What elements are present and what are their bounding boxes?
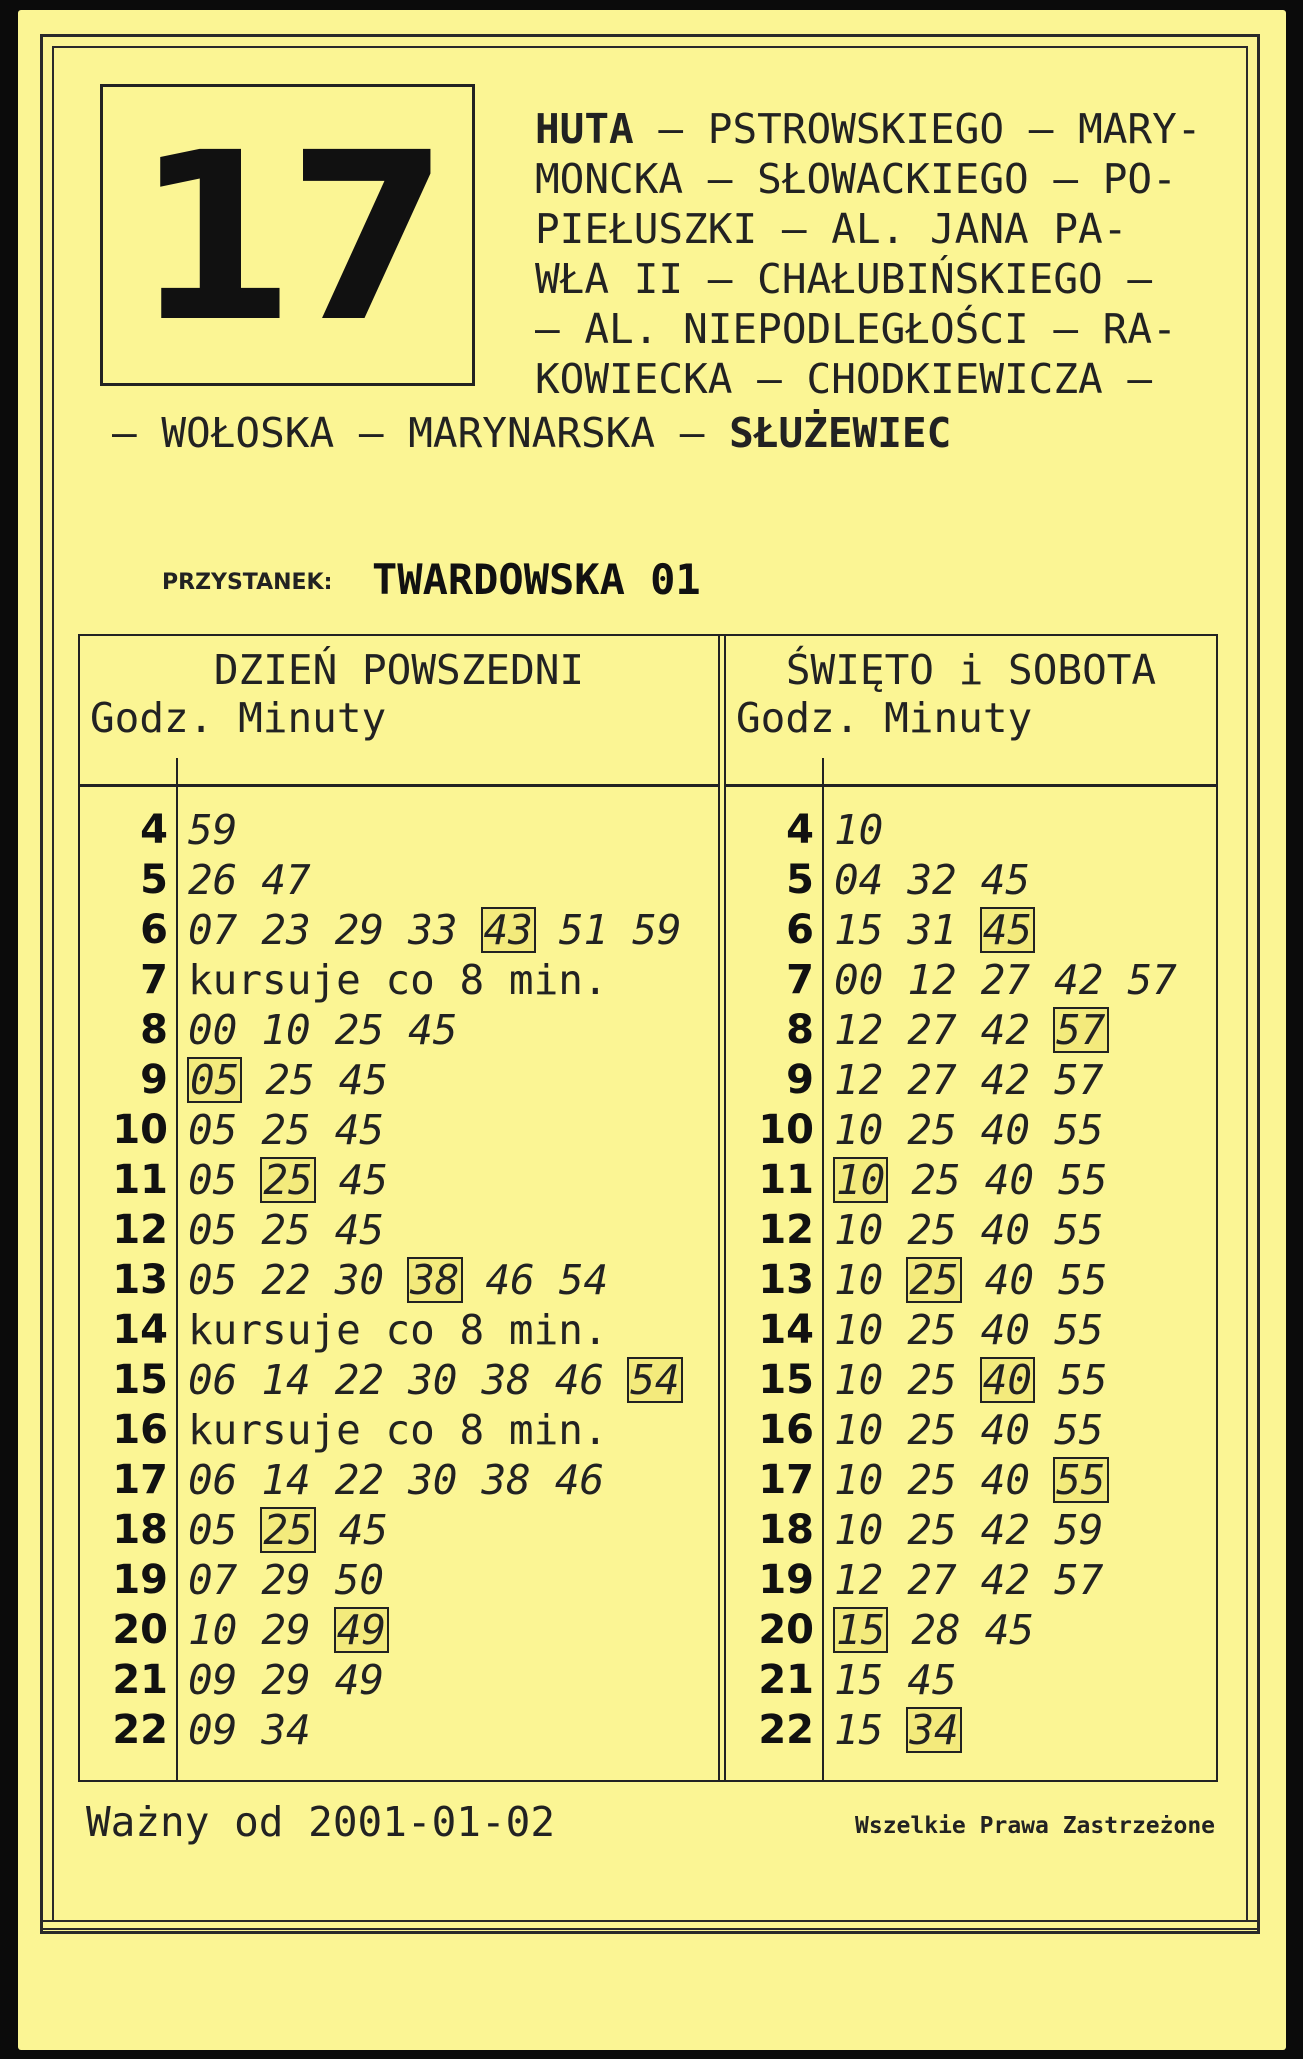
schedule-row bbox=[80, 1704, 718, 1754]
hour-label: 6 bbox=[140, 907, 168, 953]
minutes-list bbox=[188, 1608, 412, 1652]
departure-minute: 42 bbox=[980, 1006, 1031, 1054]
departure-minute: 10 bbox=[834, 1306, 884, 1354]
schedule-row bbox=[80, 1354, 718, 1404]
minutes-list bbox=[188, 808, 261, 852]
departure-minute: 46 bbox=[485, 1256, 535, 1304]
departure-minute: 14 bbox=[261, 1356, 311, 1404]
schedule-row bbox=[726, 1404, 1216, 1454]
schedule-row bbox=[726, 954, 1216, 1004]
minutes-list bbox=[834, 1258, 1132, 1302]
minutes-list bbox=[834, 1608, 1058, 1652]
departure-minute: 57 bbox=[1054, 1056, 1104, 1104]
departure-minute: 45 bbox=[338, 1506, 389, 1554]
departure-minute: 10 bbox=[834, 1206, 884, 1254]
hour-label: 5 bbox=[140, 857, 168, 903]
schedule-row bbox=[80, 1504, 718, 1554]
departure-minute: 12 bbox=[834, 1556, 884, 1604]
minutes-list bbox=[188, 1458, 628, 1502]
departure-minute: 06 bbox=[188, 1356, 238, 1404]
schedule-row bbox=[726, 1704, 1216, 1754]
departure-minute: 25 bbox=[907, 1306, 957, 1354]
departure-minute: 09 bbox=[188, 1706, 238, 1754]
route-text: MONCKA – SŁOWACKIEGO – PO- bbox=[535, 155, 1177, 203]
holiday-title: ŚWIĘTO i SOBOTA bbox=[785, 646, 1157, 694]
departure-minute: 45 bbox=[338, 1156, 389, 1204]
departure-minute: 05 bbox=[188, 1506, 238, 1554]
hour-label: 20 bbox=[758, 1607, 814, 1653]
route-line bbox=[535, 304, 1177, 354]
departure-minute: 25 bbox=[907, 1456, 957, 1504]
minutes-list bbox=[188, 858, 335, 902]
schedule-row bbox=[80, 954, 718, 1004]
hour-label: 11 bbox=[112, 1157, 168, 1203]
departure-minute: 50 bbox=[334, 1556, 385, 1604]
departure-minute: 57 bbox=[1054, 1556, 1104, 1604]
schedule-row bbox=[726, 904, 1216, 954]
hour-label: 8 bbox=[786, 1007, 814, 1053]
minutes-list bbox=[834, 808, 907, 852]
departure-minute: 14 bbox=[261, 1456, 311, 1504]
weekday-schedule bbox=[78, 634, 720, 1782]
departure-minute: 55 bbox=[1058, 1156, 1108, 1204]
departure-minute: 09 bbox=[188, 1656, 238, 1704]
hour-label: 15 bbox=[758, 1357, 814, 1403]
hour-label: 17 bbox=[758, 1457, 814, 1503]
minutes-list bbox=[188, 1508, 412, 1552]
schedule-row bbox=[80, 1404, 718, 1454]
hour-label: 9 bbox=[786, 1057, 814, 1103]
departure-minute: 15 bbox=[834, 1706, 884, 1754]
departure-minute: 10 bbox=[834, 806, 884, 854]
hour-label: 14 bbox=[758, 1307, 814, 1353]
departure-minute: 40 bbox=[980, 1206, 1031, 1254]
minutes-list bbox=[834, 1208, 1128, 1252]
schedule-row bbox=[80, 854, 718, 904]
departure-minute: 45 bbox=[334, 1206, 385, 1254]
departure-minute: 12 bbox=[907, 956, 957, 1004]
departure-minute: 29 bbox=[261, 1606, 311, 1654]
minutes-list bbox=[188, 958, 632, 1002]
schedule-row bbox=[80, 1204, 718, 1254]
minutes-list bbox=[188, 1358, 706, 1402]
departure-minute: 47 bbox=[261, 856, 311, 904]
departure-minute-highlighted: 25 bbox=[263, 1156, 313, 1204]
departure-minute: 40 bbox=[980, 1456, 1031, 1504]
departure-minute: 25 bbox=[907, 1406, 957, 1454]
schedule-row bbox=[726, 1204, 1216, 1254]
minutes-list bbox=[834, 1508, 1128, 1552]
departure-minute: 42 bbox=[980, 1056, 1031, 1104]
departure-minute: 29 bbox=[334, 906, 385, 954]
departure-minute: 42 bbox=[980, 1556, 1031, 1604]
departure-minute: 38 bbox=[481, 1456, 531, 1504]
route-origin: HUTA bbox=[535, 105, 634, 153]
minutes-list bbox=[834, 1458, 1132, 1502]
departure-minute: 25 bbox=[907, 1206, 957, 1254]
hour-label: 16 bbox=[758, 1407, 814, 1453]
minutes-list bbox=[834, 958, 1201, 1002]
departure-minute: 04 bbox=[834, 856, 884, 904]
route-line bbox=[112, 408, 951, 458]
schedule-row bbox=[726, 1304, 1216, 1354]
minutes-list bbox=[188, 1408, 632, 1452]
schedule-row bbox=[80, 1454, 718, 1504]
holiday-schedule bbox=[724, 634, 1218, 1782]
hour-label: 17 bbox=[112, 1457, 168, 1503]
hour-label: 7 bbox=[140, 957, 168, 1003]
minutes-list bbox=[834, 1708, 985, 1752]
frequency-note: kursuje co 8 min. bbox=[188, 1406, 608, 1454]
departure-minute: 29 bbox=[261, 1656, 311, 1704]
departure-minute: 10 bbox=[834, 1506, 884, 1554]
schedule-row bbox=[80, 804, 718, 854]
schedule-row bbox=[80, 1654, 718, 1704]
route-line bbox=[535, 104, 1201, 154]
frequency-note: kursuje co 8 min. bbox=[188, 1306, 608, 1354]
departure-minute: 45 bbox=[408, 1006, 458, 1054]
hour-label: 21 bbox=[758, 1657, 814, 1703]
schedule-row bbox=[80, 1054, 718, 1104]
hour-label: 6 bbox=[786, 907, 814, 953]
schedule-row bbox=[726, 1604, 1216, 1654]
departure-minute-highlighted: 40 bbox=[982, 1356, 1033, 1404]
departure-minute-highlighted: 43 bbox=[483, 906, 533, 954]
departure-minute: 45 bbox=[980, 856, 1031, 904]
departure-minute-highlighted: 55 bbox=[1056, 1456, 1106, 1504]
route-text: PIEŁUSZKI – AL. JANA PA- bbox=[535, 205, 1128, 253]
schedule-row bbox=[80, 1154, 718, 1204]
departure-minute: 49 bbox=[334, 1656, 385, 1704]
minutes-list bbox=[188, 1558, 408, 1602]
hour-label: 15 bbox=[112, 1357, 168, 1403]
schedule-row bbox=[80, 1604, 718, 1654]
departure-minute: 10 bbox=[834, 1106, 884, 1154]
schedule-row bbox=[726, 1004, 1216, 1054]
hour-label: 12 bbox=[758, 1207, 814, 1253]
departure-minute: 25 bbox=[911, 1156, 961, 1204]
departure-minute: 25 bbox=[334, 1006, 385, 1054]
departure-minute: 12 bbox=[834, 1006, 884, 1054]
departure-minute: 22 bbox=[334, 1456, 385, 1504]
schedule-row bbox=[80, 1004, 718, 1054]
schedule-row bbox=[726, 1354, 1216, 1404]
stop-label: PRZYSTANEK: bbox=[162, 570, 333, 595]
departure-minute: 25 bbox=[261, 1206, 311, 1254]
route-line bbox=[535, 354, 1152, 404]
departure-minute: 55 bbox=[1058, 1256, 1108, 1304]
schedule-row bbox=[726, 854, 1216, 904]
hour-label: 18 bbox=[758, 1507, 814, 1553]
frequency-note: kursuje co 8 min. bbox=[188, 956, 608, 1004]
departure-minute: 15 bbox=[834, 1656, 884, 1704]
departure-minute: 32 bbox=[907, 856, 957, 904]
hour-label: 19 bbox=[112, 1557, 168, 1603]
departure-minute: 40 bbox=[980, 1406, 1031, 1454]
route-text: – PSTROWSKIEGO – MARY- bbox=[633, 105, 1202, 153]
schedule-row bbox=[726, 1104, 1216, 1154]
departure-minute: 25 bbox=[907, 1506, 957, 1554]
departure-minute: 45 bbox=[334, 1106, 385, 1154]
schedule-row bbox=[726, 1454, 1216, 1504]
departure-minute-highlighted: 05 bbox=[190, 1056, 240, 1104]
departure-minute: 10 bbox=[834, 1456, 884, 1504]
departure-minute: 30 bbox=[408, 1356, 458, 1404]
route-text: WŁA II – CHAŁUBIŃSKIEGO – bbox=[535, 255, 1153, 303]
departure-minute: 15 bbox=[834, 906, 884, 954]
column-headers: Godz. Minuty bbox=[736, 694, 1033, 742]
hour-label: 21 bbox=[112, 1657, 168, 1703]
minutes-list bbox=[834, 908, 1058, 952]
departure-minute: 25 bbox=[261, 1106, 311, 1154]
departure-minute-highlighted: 45 bbox=[982, 906, 1033, 954]
route-text: – AL. NIEPODLEGŁOŚCI – RA- bbox=[535, 305, 1177, 353]
minutes-list bbox=[188, 1658, 408, 1702]
hour-label: 11 bbox=[758, 1157, 814, 1203]
departure-minute: 40 bbox=[984, 1156, 1035, 1204]
departure-minute: 05 bbox=[188, 1256, 238, 1304]
weekday-title: DZIEŃ POWSZEDNI bbox=[213, 646, 585, 694]
departure-minute-highlighted: 57 bbox=[1056, 1006, 1106, 1054]
departure-minute: 30 bbox=[408, 1456, 458, 1504]
schedule-row bbox=[80, 1304, 718, 1354]
departure-minute: 55 bbox=[1054, 1306, 1104, 1354]
departure-minute: 29 bbox=[261, 1556, 311, 1604]
minutes-list bbox=[834, 858, 1054, 902]
hour-label: 22 bbox=[758, 1707, 814, 1753]
schedule-row bbox=[726, 1654, 1216, 1704]
route-line bbox=[535, 254, 1152, 304]
departure-minute: 33 bbox=[408, 906, 458, 954]
hour-label: 18 bbox=[112, 1507, 168, 1553]
departure-minute: 10 bbox=[261, 1006, 311, 1054]
departure-minute: 25 bbox=[907, 1106, 957, 1154]
hour-label: 13 bbox=[758, 1257, 814, 1303]
route-terminus: SŁUŻEWIEC bbox=[729, 409, 952, 457]
departure-minute: 40 bbox=[980, 1306, 1031, 1354]
departure-minute: 10 bbox=[834, 1256, 884, 1304]
departure-minute-highlighted: 54 bbox=[630, 1356, 680, 1404]
departure-minute: 00 bbox=[188, 1006, 238, 1054]
departure-minute: 55 bbox=[1054, 1406, 1104, 1454]
hour-label: 10 bbox=[112, 1107, 168, 1153]
departure-minute: 42 bbox=[980, 1506, 1031, 1554]
minutes-list bbox=[834, 1658, 981, 1702]
departure-minute-highlighted: 25 bbox=[263, 1506, 313, 1554]
departure-minute: 40 bbox=[984, 1256, 1035, 1304]
minutes-list bbox=[188, 1158, 412, 1202]
line-number-box bbox=[100, 84, 475, 386]
minutes-list bbox=[834, 1058, 1128, 1102]
departure-minute: 46 bbox=[554, 1456, 605, 1504]
schedule-row bbox=[726, 1554, 1216, 1604]
valid-from: Ważny od 2001-01-02 bbox=[86, 1798, 555, 1846]
departure-minute: 46 bbox=[554, 1356, 605, 1404]
divider bbox=[176, 758, 178, 784]
hour-label: 14 bbox=[112, 1307, 168, 1353]
departure-minute: 27 bbox=[980, 956, 1031, 1004]
departure-minute: 26 bbox=[188, 856, 238, 904]
departure-minute: 00 bbox=[834, 956, 884, 1004]
hour-label: 19 bbox=[758, 1557, 814, 1603]
divider bbox=[40, 1920, 1260, 1922]
departure-minute: 59 bbox=[632, 906, 682, 954]
departure-minute-highlighted: 10 bbox=[836, 1156, 886, 1204]
departure-minute: 55 bbox=[1058, 1356, 1108, 1404]
hour-label: 13 bbox=[112, 1257, 168, 1303]
hour-label: 7 bbox=[786, 957, 814, 1003]
departure-minute: 34 bbox=[261, 1706, 311, 1754]
departure-minute: 22 bbox=[261, 1256, 311, 1304]
holiday-header bbox=[726, 636, 1216, 787]
departure-minute-highlighted: 15 bbox=[836, 1606, 886, 1654]
route-line bbox=[535, 204, 1127, 254]
departure-minute: 05 bbox=[188, 1206, 238, 1254]
departure-minute: 45 bbox=[338, 1056, 389, 1104]
departure-minute: 27 bbox=[907, 1556, 957, 1604]
route-text: KOWIECKA – CHODKIEWICZA – bbox=[535, 355, 1153, 403]
hour-label: 4 bbox=[140, 807, 168, 853]
departure-minute: 22 bbox=[334, 1356, 385, 1404]
schedule-row bbox=[80, 904, 718, 954]
hour-label: 16 bbox=[112, 1407, 168, 1453]
minutes-list bbox=[834, 1158, 1132, 1202]
schedule-row bbox=[80, 1554, 718, 1604]
departure-minute: 12 bbox=[834, 1056, 884, 1104]
departure-minute: 42 bbox=[1054, 956, 1104, 1004]
departure-minute: 57 bbox=[1127, 956, 1177, 1004]
departure-minute: 30 bbox=[334, 1256, 385, 1304]
minutes-list bbox=[188, 1308, 632, 1352]
minutes-list bbox=[188, 1708, 335, 1752]
departure-minute: 05 bbox=[188, 1106, 238, 1154]
schedule-row bbox=[726, 1054, 1216, 1104]
departure-minute: 05 bbox=[188, 1156, 238, 1204]
departure-minute: 10 bbox=[834, 1356, 884, 1404]
minutes-list bbox=[834, 1408, 1128, 1452]
departure-minute-highlighted: 34 bbox=[909, 1706, 959, 1754]
divider bbox=[822, 758, 824, 784]
departure-minute: 59 bbox=[188, 806, 238, 854]
departure-minute: 07 bbox=[188, 1556, 238, 1604]
departure-minute: 27 bbox=[907, 1056, 957, 1104]
minutes-list bbox=[188, 1208, 408, 1252]
departure-minute: 40 bbox=[980, 1106, 1031, 1154]
schedule-row bbox=[80, 1104, 718, 1154]
departure-minute: 06 bbox=[188, 1456, 238, 1504]
line-number: 17 bbox=[134, 103, 441, 373]
divider bbox=[40, 1928, 1260, 1930]
minutes-list bbox=[834, 1108, 1128, 1152]
column-headers: Godz. Minuty bbox=[90, 694, 387, 742]
route-line bbox=[535, 154, 1177, 204]
copyright-notice: Wszelkie Prawa Zastrzeżone bbox=[855, 1813, 1216, 1839]
schedule-row bbox=[726, 1154, 1216, 1204]
departure-minute: 10 bbox=[834, 1406, 884, 1454]
departure-minute: 55 bbox=[1054, 1106, 1104, 1154]
schedule-row bbox=[726, 1254, 1216, 1304]
departure-minute: 55 bbox=[1054, 1206, 1104, 1254]
route-text: – WOŁOSKA – MARYNARSKA – bbox=[112, 409, 730, 457]
hour-label: 4 bbox=[786, 807, 814, 853]
minutes-list bbox=[188, 1108, 408, 1152]
minutes-list bbox=[834, 1558, 1128, 1602]
minutes-list bbox=[188, 1008, 482, 1052]
departure-minute: 51 bbox=[558, 906, 609, 954]
stop-name: TWARDOWSKA 01 bbox=[372, 555, 701, 604]
hour-label: 10 bbox=[758, 1107, 814, 1153]
departure-minute: 31 bbox=[907, 906, 957, 954]
schedule-row bbox=[726, 1504, 1216, 1554]
departure-minute-highlighted: 49 bbox=[336, 1606, 387, 1654]
minutes-list bbox=[834, 1308, 1128, 1352]
schedule-row bbox=[80, 1254, 718, 1304]
departure-minute: 25 bbox=[907, 1356, 957, 1404]
hour-label: 12 bbox=[112, 1207, 168, 1253]
schedule-row bbox=[726, 804, 1216, 854]
hour-label: 5 bbox=[786, 857, 814, 903]
minutes-list bbox=[188, 1258, 632, 1302]
minutes-list bbox=[834, 1008, 1132, 1052]
departure-minute: 54 bbox=[558, 1256, 609, 1304]
departure-minute: 25 bbox=[265, 1056, 315, 1104]
departure-minute-highlighted: 38 bbox=[410, 1256, 460, 1304]
departure-minute: 38 bbox=[481, 1356, 531, 1404]
hour-label: 8 bbox=[140, 1007, 168, 1053]
departure-minute: 27 bbox=[907, 1006, 957, 1054]
hour-label: 20 bbox=[112, 1607, 168, 1653]
departure-minute: 10 bbox=[188, 1606, 238, 1654]
minutes-list bbox=[188, 908, 706, 952]
departure-minute: 45 bbox=[984, 1606, 1035, 1654]
minutes-list bbox=[834, 1358, 1132, 1402]
departure-minute: 45 bbox=[907, 1656, 957, 1704]
hour-label: 9 bbox=[140, 1057, 168, 1103]
hour-label: 22 bbox=[112, 1707, 168, 1753]
departure-minute-highlighted: 25 bbox=[909, 1256, 959, 1304]
departure-minute: 28 bbox=[911, 1606, 961, 1654]
departure-minute: 07 bbox=[188, 906, 238, 954]
minutes-list bbox=[188, 1058, 412, 1102]
departure-minute: 23 bbox=[261, 906, 311, 954]
departure-minute: 59 bbox=[1054, 1506, 1104, 1554]
